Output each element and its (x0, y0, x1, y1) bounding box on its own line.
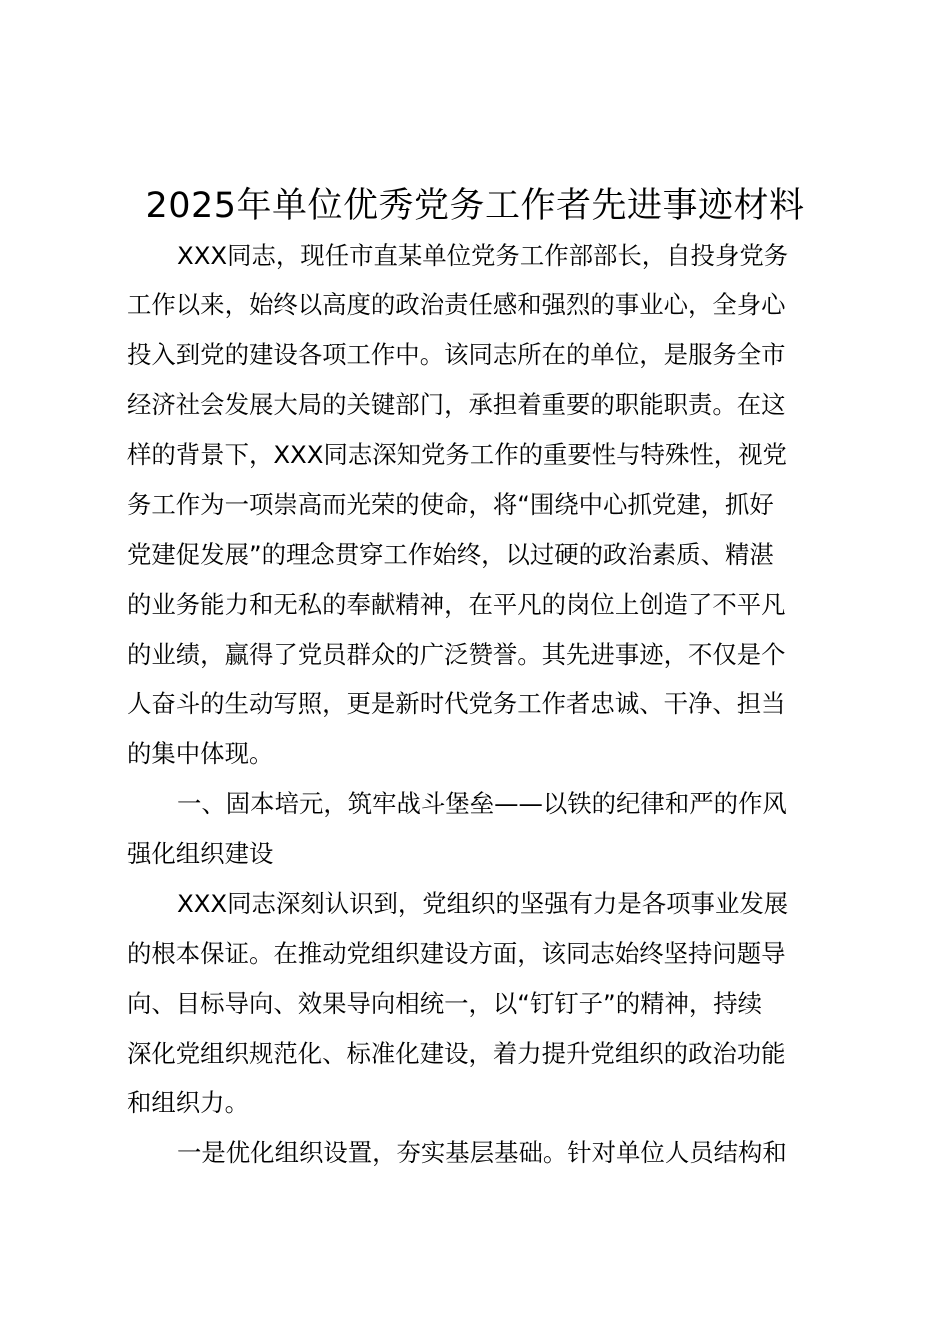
paragraph-line: 一是优化组织设置，夯实基层基础。针对单位人员结构和 (177, 1138, 787, 1167)
paragraph-line: 向、目标导向、效果导向相统一，以“钉钉子”的精神，持续 (127, 989, 763, 1018)
section-heading-line: 一、固本培元，筑牢战斗堡垒——以铁的纪律和严的作风 (177, 789, 787, 818)
paragraph-line: XXX同志，现任市直某单位党务工作部部长，自投身党务 (177, 241, 789, 270)
paragraph-line: 样的背景下，XXX同志深知党务工作的重要性与特殊性，视党 (127, 440, 787, 469)
paragraph-line: 党建促发展”的理念贯穿工作始终，以过硬的政治素质、精湛 (127, 540, 774, 569)
paragraph-line: 的业绩，赢得了党员群众的广泛赞誉。其先进事迹，不仅是个 (127, 640, 786, 669)
paragraph-line: 人奋斗的生动写照，更是新时代党务工作者忠诚、干净、担当 (127, 689, 786, 718)
document-title: 2025年单位优秀党务工作者先进事迹材料 (145, 186, 805, 226)
paragraph-line: 和组织力。 (127, 1088, 249, 1117)
paragraph-line: 投入到党的建设各项工作中。该同志所在的单位，是服务全市 (127, 340, 786, 369)
paragraph-line: 的根本保证。在推动党组织建设方面，该同志始终坚持问题导 (127, 939, 786, 968)
paragraph-line: 的业务能力和无私的奉献精神，在平凡的岗位上创造了不平凡 (127, 590, 786, 619)
paragraph-line: XXX同志深刻认识到，党组织的坚强有力是各项事业发展 (177, 889, 789, 918)
paragraph-line: 深化党组织规范化、标准化建设，着力提升党组织的政治功能 (127, 1039, 786, 1068)
paragraph-line: 务工作为一项崇高而光荣的使命，将“围绕中心抓党建，抓好 (127, 490, 774, 519)
section-heading-line: 强化组织建设 (127, 839, 274, 868)
paragraph-line: 经济社会发展大局的关键部门，承担着重要的职能职责。在这 (127, 390, 786, 419)
paragraph-line: 的集中体现。 (127, 739, 274, 768)
paragraph-line: 工作以来，始终以高度的政治责任感和强烈的事业心，全身心 (127, 290, 786, 319)
